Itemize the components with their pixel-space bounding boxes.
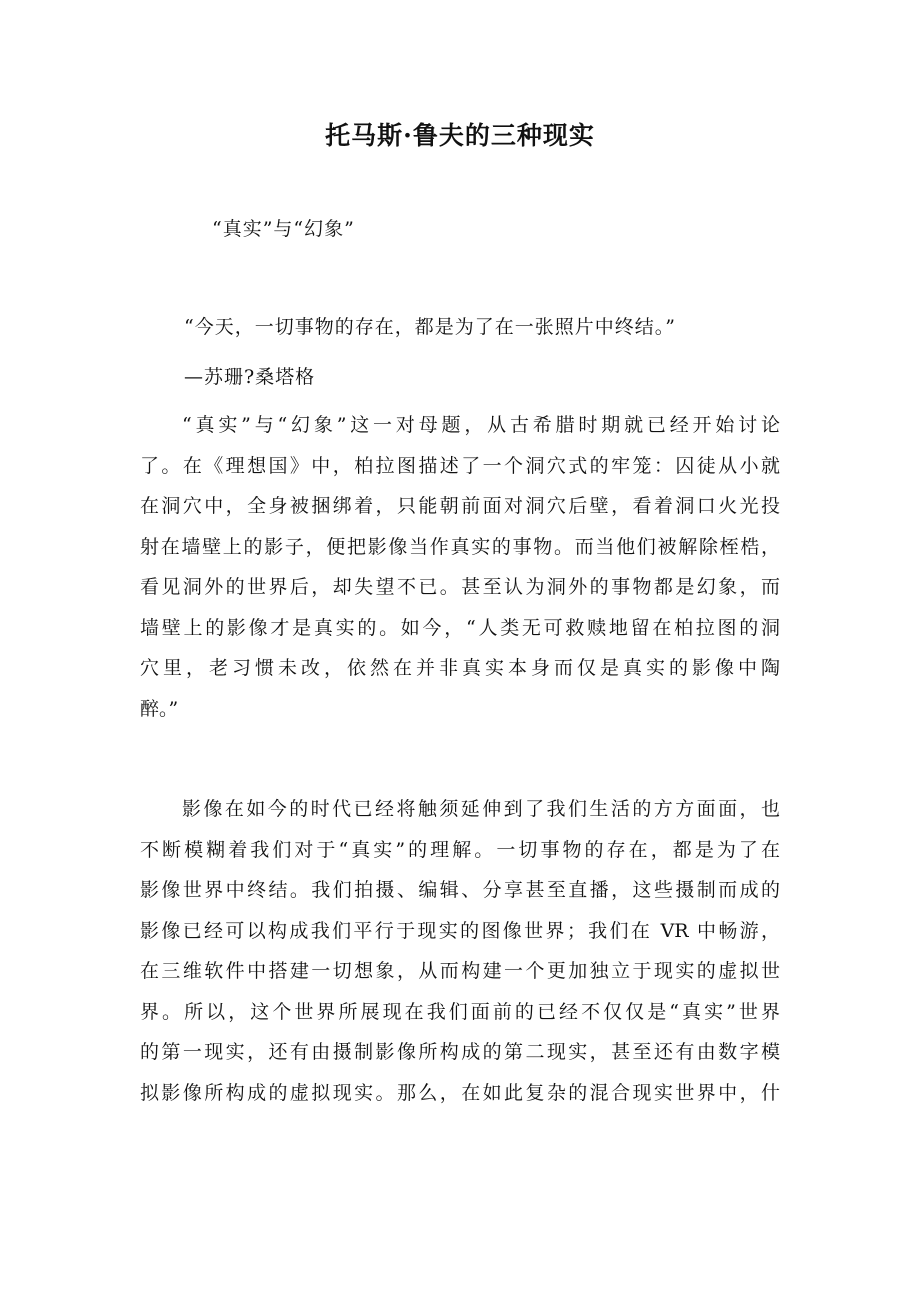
paragraph-line: 了。在《理想国》中，柏拉图描述了一个洞穴式的牢笼：囚徒从小就 xyxy=(140,454,780,477)
paragraph-line: 影像世界中终结。我们拍摄、编辑、分享甚至直播，这些摄制而成的 xyxy=(140,879,780,901)
paragraph-line: 影像在如今的时代已经将触须延伸到了我们生活的方方面面，也 xyxy=(182,798,780,820)
body-paragraph-1 xyxy=(140,405,780,729)
paragraph-line: 射在墙壁上的影子，便把影像当作真实的事物。而当他们被解除桎梏， xyxy=(140,535,780,558)
section-subtitle: “真实”与“幻象” xyxy=(212,218,355,240)
paragraph-line: 不断模糊着我们对于“真实”的理解。一切事物的存在，都是为了在 xyxy=(140,838,780,861)
paragraph-line: 界。所以，这个世界所展现在我们面前的已经不仅仅是“真实”世界 xyxy=(140,1000,780,1023)
epigraph-quote: “今天，一切事物的存在，都是为了在一张照片中终结。” xyxy=(184,316,676,338)
paragraph-line: 穴里，老习惯未改，依然在并非真实本身而仅是真实的影像中陶 xyxy=(140,657,780,679)
paragraph-line: 看见洞外的世界后，却失望不已。甚至认为洞外的事物都是幻象，而 xyxy=(140,576,780,598)
paragraph-line: 拟影像所构成的虚拟现实。那么，在如此复杂的混合现实世界中，什 xyxy=(140,1081,780,1104)
paragraph-line: 墙壁上的影像才是真实的。如今，“人类无可救赎地留在柏拉图的洞 xyxy=(140,616,780,639)
paragraph-line: 的第一现实，还有由摄制影像所构成的第二现实，甚至还有由数字模 xyxy=(140,1041,780,1063)
paragraph-line: “真实”与“幻象”这一对母题，从古希腊时期就已经开始讨论 xyxy=(182,414,780,436)
paragraph-line: 在洞穴中，全身被捆绑着，只能朝前面对洞穴后壁，看着洞口火光投 xyxy=(140,495,780,517)
paragraph-line: 在三维软件中搭建一切想象，从而构建一个更加独立于现实的虚拟世 xyxy=(140,960,780,982)
paragraph-line: 影像已经可以构成我们平行于现实的图像世界；我们在 VR 中畅游， xyxy=(140,919,780,942)
document-title: 托马斯·鲁夫的三种现实 xyxy=(325,121,595,150)
body-paragraph-2 xyxy=(140,789,780,1113)
epigraph-attribution: —苏珊?桑塔格 xyxy=(184,366,316,388)
paragraph-line: 醉。” xyxy=(140,697,179,720)
